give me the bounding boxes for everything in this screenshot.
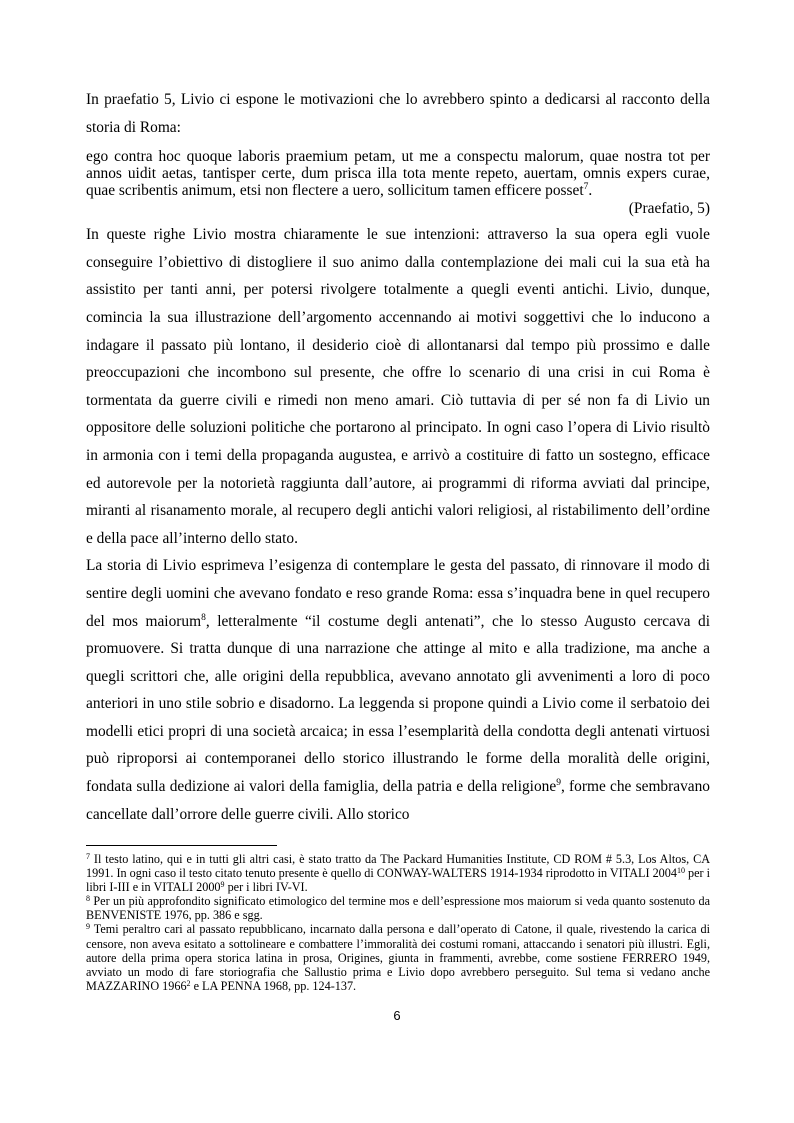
footnote-9-number: 9 [86,922,90,932]
paragraph-2-part-2: , letteralmente “il costume degli antenati”, che lo stesso Augusto cercava di promuovere. Si tratta dunque di una narrazione che attinge al mito e alla tradizione, ma anche a quegli scrittori che, alle origini della repubblica, avevano annotato gli avvenimenti a loro di poco anteriori in uno stile sobrio e disadorno. La leggenda si propone quindi a Livio come il serbatoio dei modelli etici propri di una società arcaica; in essa l’esemplarità della condotta degli antenati virtuosi può riproporsi ai contemporanei dello storico illustrando le forme della moralità delle origini, fondata sulla dedizione ai valori della famiglia, della patria e della religione [86,612,710,796]
footnotes [86,852,710,993]
quote-text: ego contra hoc quoque laboris praemium petam, ut me a conspectu malorum, quae nostra tot per annos uidit aetas, tantisper certe, dum prisca illa tota mente repeto, auertam, omnis expers curae, quae scribentis animum, etsi non flectere a uero, sollicitum tamen efficere posset [86,148,710,200]
footnote-7-text-a: Il testo latino, qui e in tutti gli altri casi, è stato tratto da The Packard Humanities Institute, CD ROM # 5.3, Los Altos, CA 1991. In ogni caso il testo citato tenuto presente è quello di CONWAY-WALTERS 1914-1934 riprodotto in VITALI 2004 [86,852,710,881]
footnote-ref-7[interactable]: 7 [583,182,589,193]
footnote-8-text: Per un più approfondito significato etimologico del termine mos e dell’espressione mos maiorum si veda quanto sostenuto da BENVENISTE 1976, pp. 386 e sgg. [86,894,710,923]
footnote-ref-9[interactable]: 9 [556,778,561,789]
footnote-7-text-c: per i libri IV-VI. [224,880,308,895]
intro-paragraph: In praefatio 5, Livio ci espone le motivazioni che lo avrebbero spinto a dedicarsi al racconto della storia di Roma: [86,91,710,136]
paragraph-1: In queste righe Livio mostra chiaramente le sue intenzioni: attraverso la sua opera egli vuole conseguire l’obiettivo di distogliere il suo animo dalla contemplazione dei mali cui la sua età ha assistito per tanti anni, per potersi rivolgere totalmente a quegli eventi antichi. Livio, dunque, comincia la sua illustrazione dell’argomento accennando ai motivi soggettivi che lo inducono a indagare il passato più lontano, il desiderio cioè di allontanarsi dal tempo più prossimo e dalle preoccupazioni che incombono sul presente, che offre lo scenario di una crisi in cui Roma è tormentata da guerre civili e rimedi non meno amari. Ciò tuttavia di per sé non fa di Livio un oppositore delle soluzioni politiche che portarono al principato. In ogni caso l’opera di Livio risultò in armonia con i temi della propaganda augustea, e arrivò a costituire di fatto un sostegno, efficace ed autorevole per la notorietà raggiunta dall’autore, ai programmi di riforma avviati dal principe, miranti al risanamento morale, al recupero degli antichi valori religiosi, al ristabilimento dell’ordine e della pace all’interno dello stato. [86,226,710,547]
footnote-8 [86,894,710,922]
footnote-7-text-b: per i libri I-III e in VITALI 2000 [86,866,710,895]
footnote-7 [86,852,710,894]
footnote-9-sup-a: 2 [186,978,191,988]
footnote-7-number: 7 [86,852,90,861]
footnote-9-text-b: e LA PENNA 1968, pp. 124-137. [190,978,357,993]
footnote-7-sup-b: 9 [220,880,225,890]
page-number: 6 [393,1008,401,1023]
page-body [86,86,710,828]
footnote-8-number: 8 [86,894,90,904]
footnote-9 [86,922,710,992]
paragraph-2 [86,552,710,828]
footnote-ref-8[interactable]: 8 [201,612,206,623]
footnote-separator [86,845,277,846]
footnote-7-sup-a: 10 [676,866,685,876]
latin-quotation: ego contra hoc quoque laboris praemium petam, ut me a conspectu malorum, quae nostra tot per annos uidit aetas, tantisper certe, dum prisca illa tota mente repeto, auertam, omnis expers curae, quae scribentis animum, etsi non flectere a uero, sollicitum tamen efficere posset$^7$. [86,148,710,200]
paragraph-2-part-1: La storia di Livio esprimeva l’esigenza di contemplare le gesta del passato, di rinnovare il modo di sentire degli uomini che avevano fondato e reso grande Roma: essa s’inquadra bene in quel recupero del mos maiorum [86,557,710,630]
paragraph-2-part-3: , forme che sembravano cancellate dall’orrore delle guerre civili. Allo storico [86,778,710,823]
quote-citation: (Praefatio, 5) [628,200,710,218]
footnote-9-text-a: Temi peraltro cari al passato repubblicano, incarnato dalla persona e dall’operato di Catone, il quale, rivestendo la carica di censore, non aveva esitato a sottolineare e combattere l’immoralità dei costumi romani, attaccando i senatori più illustri. Egli, autore della prima opera storica latina in prosa, Origines, giunta in frammenti, avrebbe, come sostiene FERRERO 1949, avviato un modo di fare storiografia che Sallustio prima e Livio dopo avrebbero perseguito. Sul tema si vedano anche MAZZARINO 1966 [86,922,710,993]
